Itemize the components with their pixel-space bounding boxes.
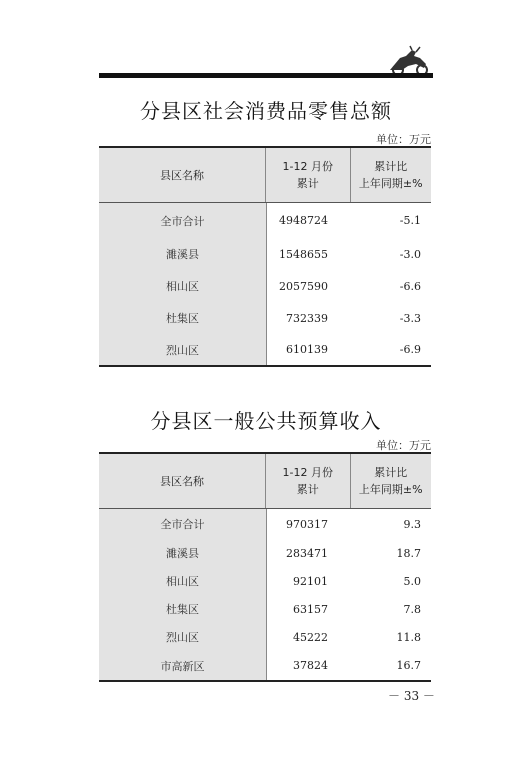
header-cumulative: 1-12 月份 累计 [265,148,351,202]
unit-label: 单位：万元 [376,133,431,146]
header-county-name: 县区名称 [160,474,204,488]
table-body [99,203,431,365]
yoy-change: 16.7 [396,659,421,672]
table-row [99,203,431,238]
yoy-change: -3.3 [399,311,421,325]
table-row [99,302,431,334]
header-yoy: 累计比 上年同期±% [358,160,423,190]
table-row [99,651,431,680]
page-number: － 33 － [388,689,435,703]
county-name: 市高新区 [99,651,266,680]
table-row [99,238,431,270]
county-name: 全市合计 [99,509,266,539]
table-row [99,270,431,302]
cumulative-value: 1548655 [266,238,350,270]
table-title: 分县区社会消费品零售总额 [140,99,392,123]
header-yoy: 累计比 上年同期±% [358,466,423,496]
retail-sales-table [99,146,431,367]
yoy-change: 18.7 [396,546,421,560]
cumulative-value: 63157 [266,595,350,623]
header-county-name: 县区名称 [160,168,204,182]
county-name: 全市合计 [99,203,266,238]
cumulative-value: 970317 [266,509,350,539]
county-name: 濉溪县 [99,238,266,270]
header-cumulative: 1-12 月份 累计 [265,454,351,508]
cumulative-value: 92101 [266,567,350,595]
table-header-row [99,148,431,203]
county-name: 杜集区 [99,302,266,334]
county-name: 杜集区 [99,595,266,623]
cumulative-value: 4948724 [266,203,350,238]
county-name: 相山区 [99,567,266,595]
cumulative-value: 283471 [266,539,350,567]
table-row [99,334,431,365]
cumulative-value: 2057590 [266,270,350,302]
county-name: 濉溪县 [99,539,266,567]
yoy-change: 9.3 [403,517,421,531]
cumulative-value: 45222 [266,623,350,651]
yoy-change: -5.1 [399,214,421,227]
yoy-change: 5.0 [403,574,421,588]
cumulative-value: 610139 [266,334,350,365]
table-row [99,567,431,595]
table-header-row [99,454,431,509]
table-row [99,509,431,539]
yoy-change: -6.6 [399,279,421,293]
table-row [99,595,431,623]
horse-chariot-logo-icon [386,44,432,76]
yoy-change: 7.8 [403,602,421,616]
cumulative-value: 732339 [266,302,350,334]
header-rule [99,73,433,78]
table-row [99,539,431,567]
yoy-change: -3.0 [399,247,421,261]
table-row [99,623,431,651]
yoy-change: 11.8 [396,630,421,644]
yoy-change: -6.9 [399,343,421,356]
budget-revenue-table [99,452,431,682]
table-title: 分县区一般公共预算收入 [150,409,382,433]
county-name: 烈山区 [99,623,266,651]
cumulative-value: 37824 [266,651,350,680]
table-body [99,509,431,680]
county-name: 烈山区 [99,334,266,365]
county-name: 相山区 [99,270,266,302]
unit-label: 单位：万元 [376,439,431,452]
